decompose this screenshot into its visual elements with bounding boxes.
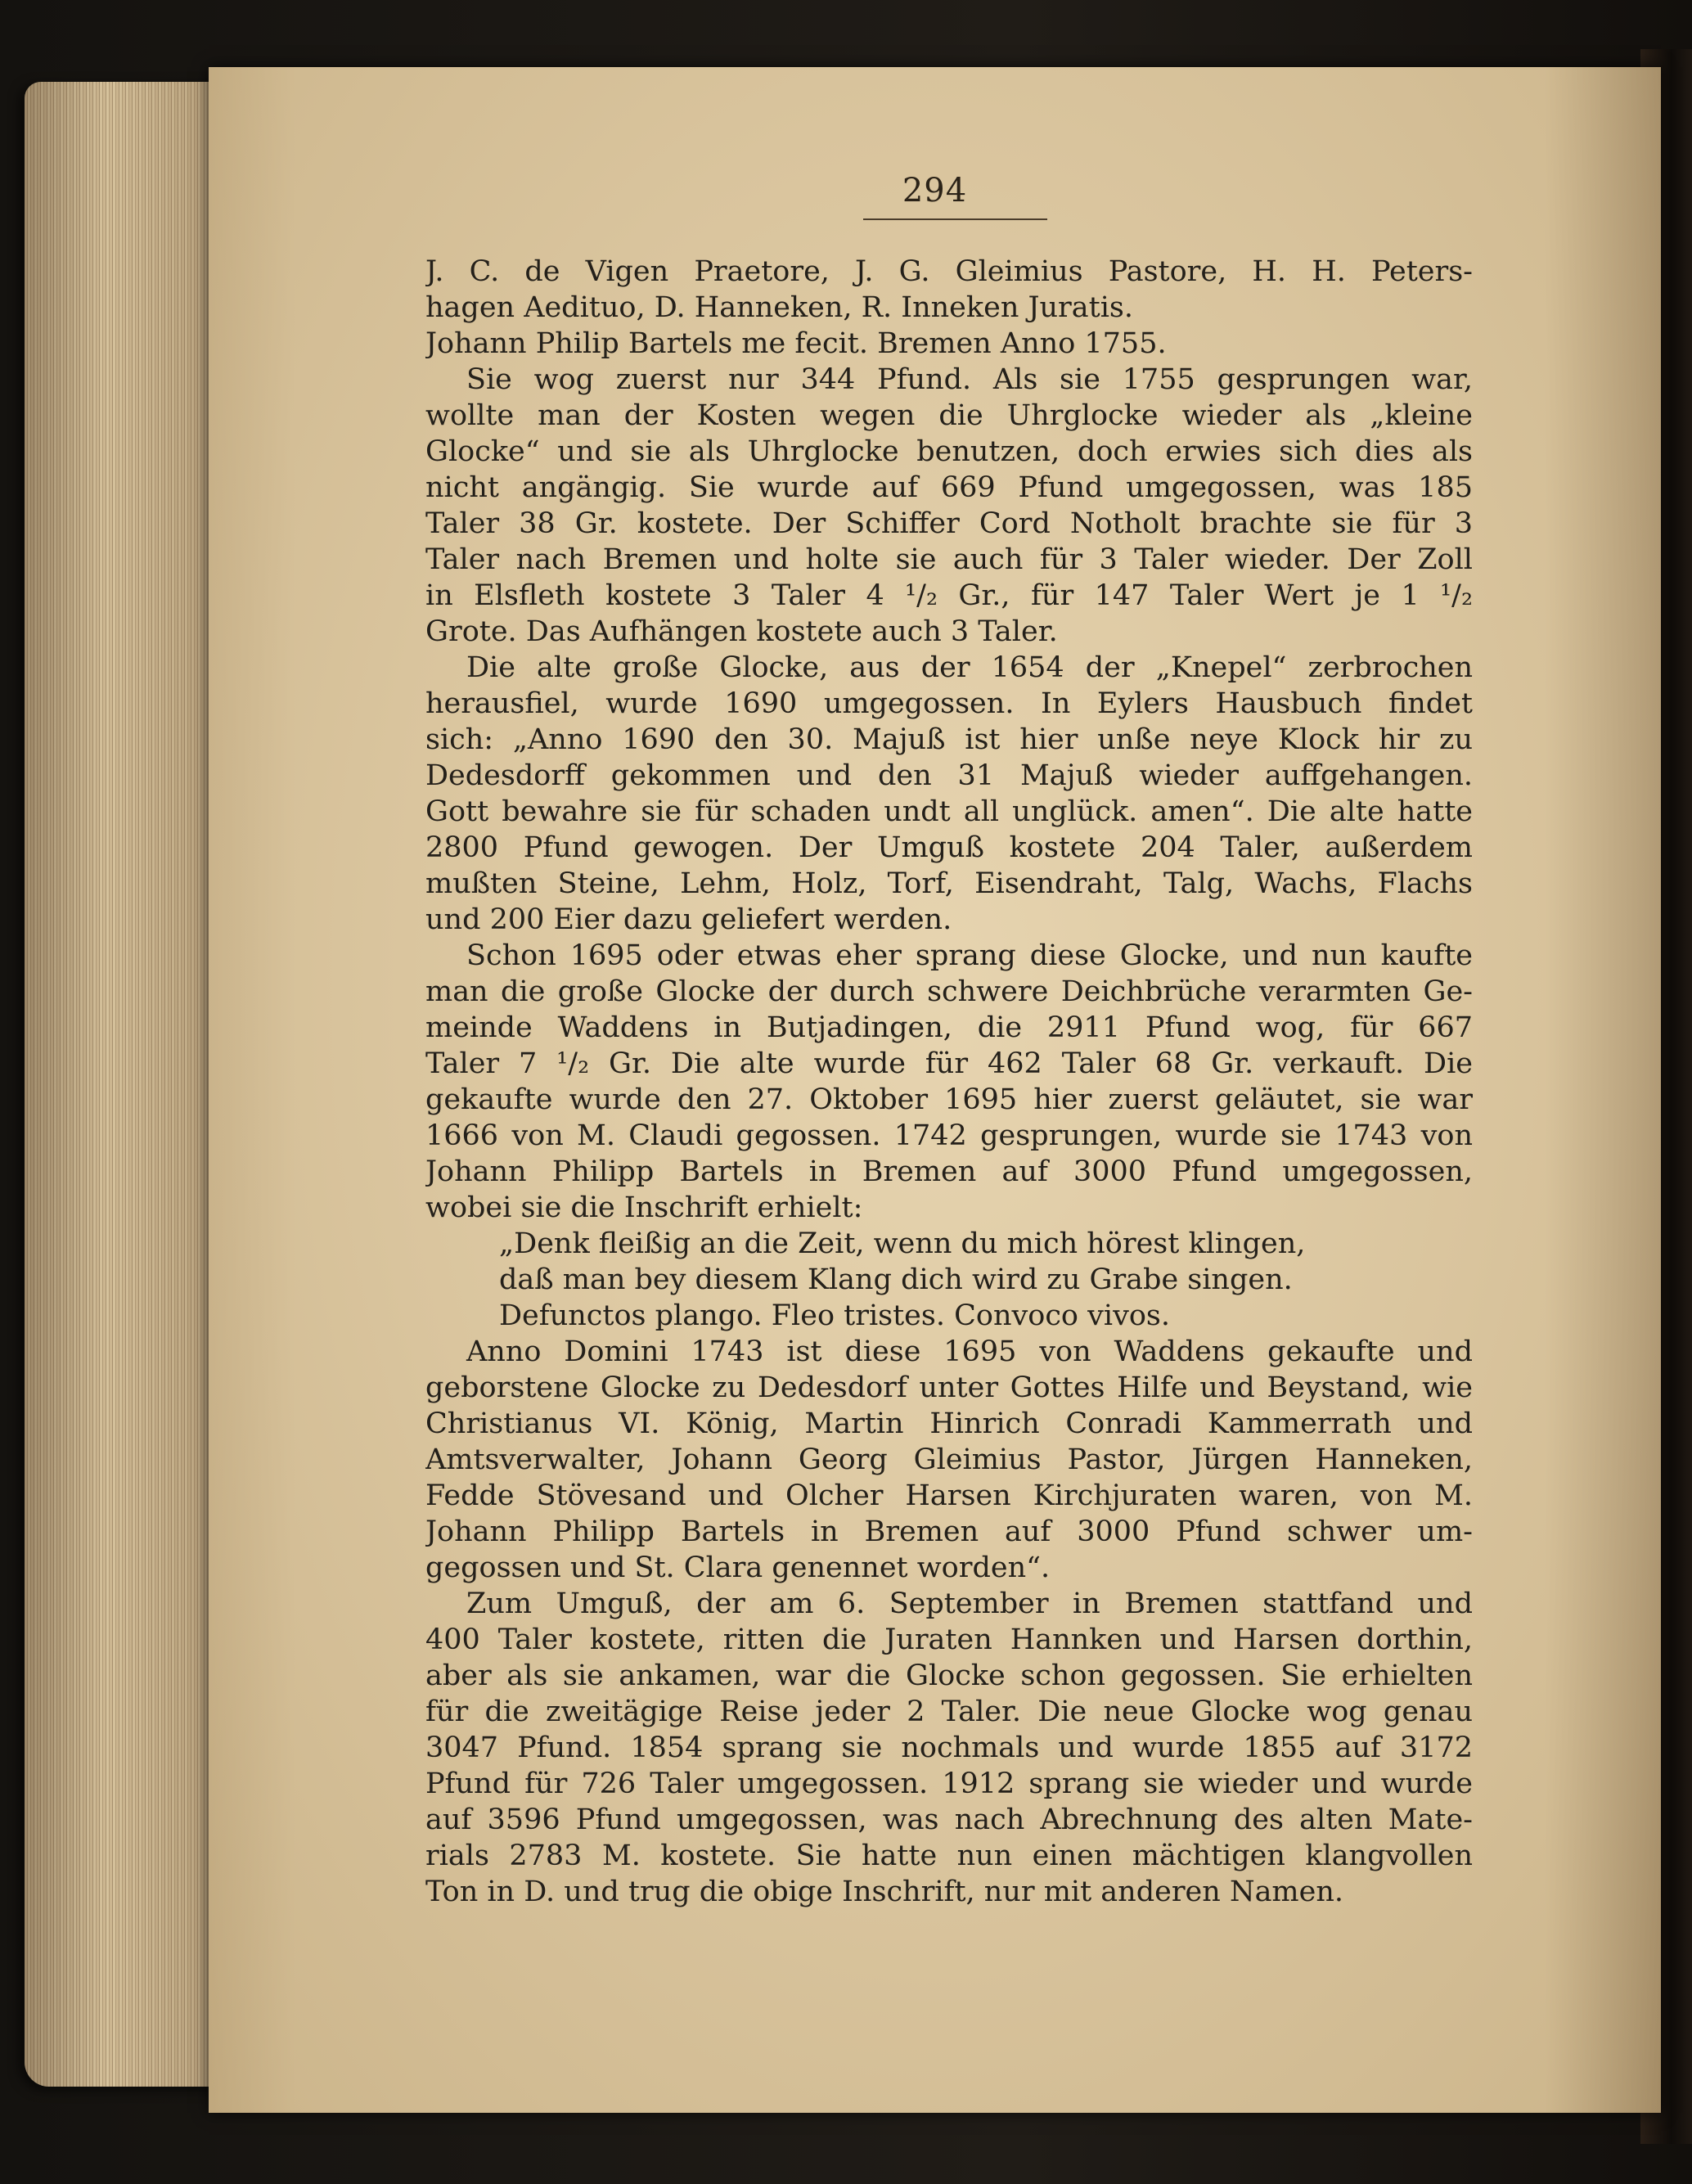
text-line: in Elsfleth kostete 3 Taler 4 ¹/₂ Gr., für 147 Taler Wert je 1 ¹/₂ (425, 579, 1473, 612)
text-line: Grote. Das Aufhängen kostete auch 3 Taler. (425, 615, 1058, 648)
text-line: Gott bewahre sie für schaden undt all unglück. amen“. Die alte hatte (425, 795, 1473, 828)
text-line: Taler 7 ¹/₂ Gr. Die alte wurde für 462 Taler 68 Gr. verkauft. Die (425, 1047, 1473, 1080)
text-line: Taler nach Bremen und holte sie auch für 3 Taler wieder. Der Zoll (425, 543, 1473, 576)
text-line: 2800 Pfund gewogen. Der Umguß kostete 204 Taler, außerdem (425, 831, 1473, 864)
body-text (425, 254, 1473, 1910)
text-line: 1666 von M. Claudi gegossen. 1742 gesprungen, wurde sie 1743 von (425, 1119, 1473, 1152)
text-line: nicht angängig. Sie wurde auf 669 Pfund umgegossen, was 185 (425, 471, 1473, 504)
text-line: „Denk fleißig an die Zeit, wenn du mich hörest klingen, (499, 1227, 1306, 1260)
page-number-rule (863, 218, 1047, 220)
text-line: Johann Philipp Bartels in Bremen auf 3000 Pfund schwer um- (425, 1515, 1473, 1548)
text-line: Die alte große Glocke, aus der 1654 der „Knepel“ zerbrochen (466, 651, 1473, 684)
text-line: Sie wog zuerst nur 344 Pfund. Als sie 1755 gesprungen war, (466, 363, 1473, 396)
book-page (209, 67, 1661, 2113)
text-line: Taler 38 Gr. kostete. Der Schiffer Cord Notholt brachte sie für 3 (425, 507, 1473, 540)
text-line: geborstene Glocke zu Dedesdorf unter Gottes Hilfe und Beystand, wie (425, 1371, 1473, 1404)
text-line: Christianus VI. König, Martin Hinrich Conradi Kammerrath und (425, 1407, 1473, 1440)
text-line: man die große Glocke der durch schwere Deichbrüche verarmten Ge- (425, 975, 1473, 1008)
text-line: hagen Aedituo, D. Hanneken, R. Inneken Juratis. (425, 291, 1134, 324)
text-line: und 200 Eier dazu geliefert werden. (425, 903, 952, 936)
text-line: rials 2783 M. kostete. Sie hatte nun einen mächtigen klangvollen (425, 1840, 1473, 1872)
page-edges (25, 82, 229, 2087)
text-line: 3047 Pfund. 1854 sprang sie nochmals und wurde 1855 auf 3172 (425, 1731, 1473, 1764)
text-line: 400 Taler kostete, ritten die Juraten Hannken und Harsen dorthin, (425, 1623, 1473, 1656)
text-line: wobei sie die Inschrift erhielt: (425, 1191, 863, 1224)
text-line: auf 3596 Pfund umgegossen, was nach Abrechnung des alten Mate- (425, 1803, 1473, 1836)
text-line: Schon 1695 oder etwas eher sprang diese Glocke, und nun kaufte (466, 939, 1473, 972)
text-line: gegossen und St. Clara genennet worden“. (425, 1551, 1051, 1584)
text-line: Defunctos plango. Fleo tristes. Convoco vivos. (499, 1299, 1171, 1332)
text-line: meinde Waddens in Butjadingen, die 2911 Pfund wog, für 667 (425, 1011, 1473, 1044)
text-line: sich: „Anno 1690 den 30. Majuß ist hier unße neye Klock hir zu (425, 723, 1473, 756)
text-line: J. C. de Vigen Praetore, J. G. Gleimius Pastore, H. H. Peters- (425, 255, 1473, 288)
text-line: aber als sie ankamen, war die Glocke schon gegossen. Sie erhielten (425, 1659, 1473, 1692)
text-line: für die zweitägige Reise jeder 2 Taler. Die neue Glocke wog genau (425, 1695, 1473, 1728)
text-line: Zum Umguß, der am 6. September in Bremen stattfand und (466, 1587, 1473, 1620)
page-number: 294 (902, 172, 968, 209)
text-line: Johann Philip Bartels me fecit. Bremen Anno 1755. (425, 327, 1167, 360)
text-line: Glocke“ und sie als Uhrglocke benutzen, doch erwies sich dies als (425, 435, 1473, 468)
text-line: Anno Domini 1743 ist diese 1695 von Waddens gekaufte und (466, 1335, 1473, 1368)
text-line: daß man bey diesem Klang dich wird zu Grabe singen. (499, 1263, 1293, 1296)
text-line: Ton in D. und trug die obige Inschrift, nur mit anderen Namen. (425, 1876, 1343, 1908)
text-line: Pfund für 726 Taler umgegossen. 1912 sprang sie wieder und wurde (425, 1767, 1473, 1800)
text-line: Dedesdorff gekommen und den 31 Majuß wieder auffgehangen. (425, 759, 1473, 792)
text-line: Amtsverwalter, Johann Georg Gleimius Pastor, Jürgen Hanneken, (425, 1443, 1473, 1476)
text-line: herausfiel, wurde 1690 umgegossen. In Eylers Hausbuch findet (425, 687, 1473, 720)
text-line: Fedde Stövesand und Olcher Harsen Kirchjuraten waren, von M. (425, 1479, 1473, 1512)
text-line: gekaufte wurde den 27. Oktober 1695 hier zuerst geläutet, sie war (425, 1083, 1473, 1116)
text-line: mußten Steine, Lehm, Holz, Torf, Eisendraht, Talg, Wachs, Flachs (425, 867, 1473, 900)
text-line: Johann Philipp Bartels in Bremen auf 3000 Pfund umgegossen, (425, 1155, 1473, 1188)
text-line: wollte man der Kosten wegen die Uhrglocke wieder als „kleine (425, 399, 1473, 432)
